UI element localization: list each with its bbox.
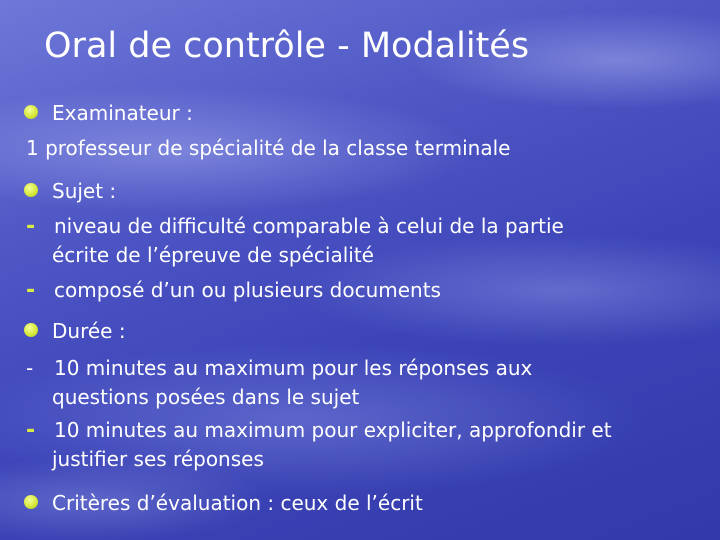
duree-item-2-continuation: justifier ses réponses xyxy=(52,447,264,471)
bullet-icon xyxy=(24,316,52,346)
sujet-item-2: - composé d’un ou plusieurs documents xyxy=(24,275,441,306)
bullet-heading: Sujet : xyxy=(52,179,117,203)
sujet-item-1: - niveau de difficulté comparable à celui de la partie xyxy=(24,211,564,242)
dash-marker: - xyxy=(26,418,36,443)
examinateur-detail: 1 professeur de spécialité de la classe terminale xyxy=(26,136,511,160)
duree-item-1-continuation: questions posées dans le sujet xyxy=(52,385,360,409)
dash-marker: - xyxy=(26,214,36,239)
slide-title: Oral de contrôle - Modalités xyxy=(44,26,530,66)
bullet-sujet xyxy=(24,176,116,206)
bullet-heading: Critères d’évaluation : ceux de l’écrit xyxy=(52,491,423,515)
bullet-heading: Durée : xyxy=(52,319,126,343)
bullet-icon xyxy=(24,488,52,518)
bullet-criteres xyxy=(24,488,423,518)
bullet-heading: Examinateur : xyxy=(52,101,193,125)
duree-item-2: - 10 minutes au maximum pour expliciter, approfondir et xyxy=(24,415,612,446)
bullet-icon xyxy=(24,176,52,206)
dash-marker: - xyxy=(26,356,34,380)
dash-marker: - xyxy=(26,278,36,303)
bullet-duree xyxy=(24,316,126,346)
duree-item-1: - 10 minutes au maximum pour les réponses aux xyxy=(24,353,532,383)
bullet-examinateur xyxy=(24,98,193,128)
sujet-item-1-continuation: écrite de l’épreuve de spécialité xyxy=(52,243,374,267)
bullet-icon xyxy=(24,98,52,128)
